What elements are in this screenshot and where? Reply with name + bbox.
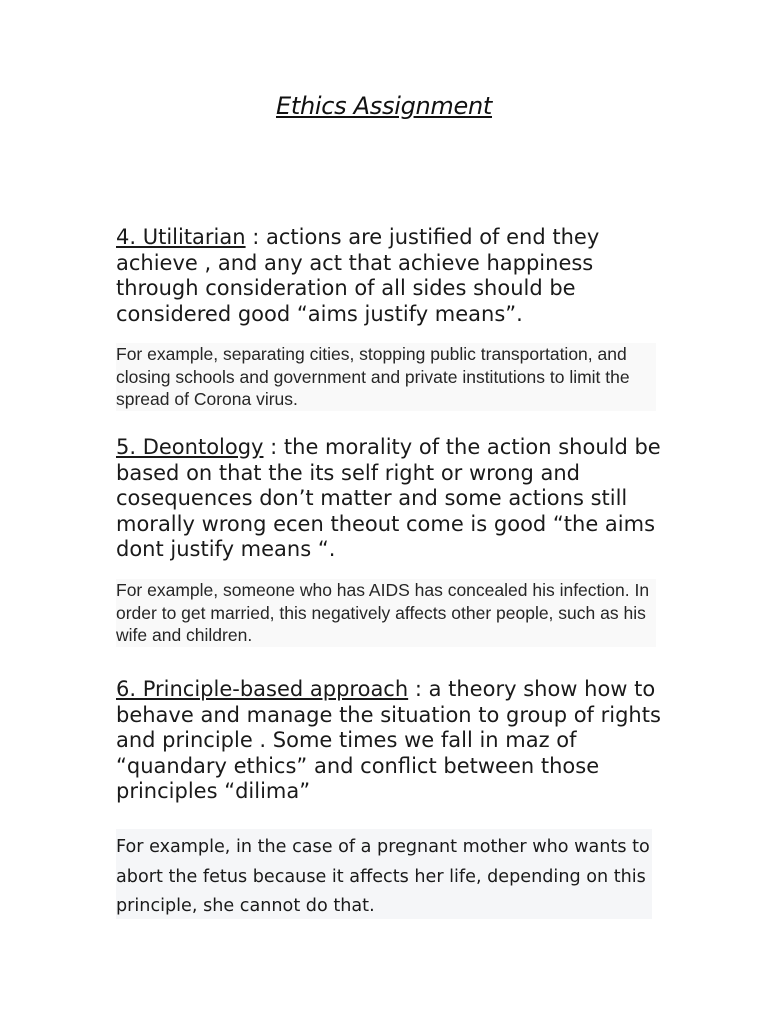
deontology-example: For example, someone who has AIDS has concealed his infection. In order to get married, this negatively affects other people, such as his wife and children. xyxy=(116,579,656,647)
principle-text: : a theory show how to behave and manage the situation to group of rights and principle . Some times we fall in maz of “quandary ethics” and conflict between those principles “dilima” xyxy=(116,677,661,804)
document-title: Ethics Assignment xyxy=(276,92,492,120)
deontology-text: : the morality of the action should be based on that the its self right or wrong and cosequences don’t matter and some actions still morally wrong ecen theout come is good “the aims dont justify means “. xyxy=(116,435,661,562)
utilitarian-example: For example, separating cities, stopping public transportation, and closing schools and government and private institutions to limit the spread of Corona virus. xyxy=(116,343,656,411)
principle-term: 6. Principle-based approach xyxy=(116,677,409,701)
deontology-definition xyxy=(116,435,676,563)
principle-example: For example, in the case of a pregnant mother who wants to abort the fetus because it affects her life, depending on this principle, she cannot do that. xyxy=(116,829,652,919)
principle-definition xyxy=(116,677,676,805)
utilitarian-definition xyxy=(116,225,676,327)
deontology-term: 5. Deontology xyxy=(116,435,264,459)
utilitarian-term: 4. Utilitarian xyxy=(116,225,246,249)
utilitarian-text: : actions are justified of end they achieve , and any act that achieve happiness through consideration of all sides should be considered good “aims justify means”. xyxy=(116,225,600,326)
